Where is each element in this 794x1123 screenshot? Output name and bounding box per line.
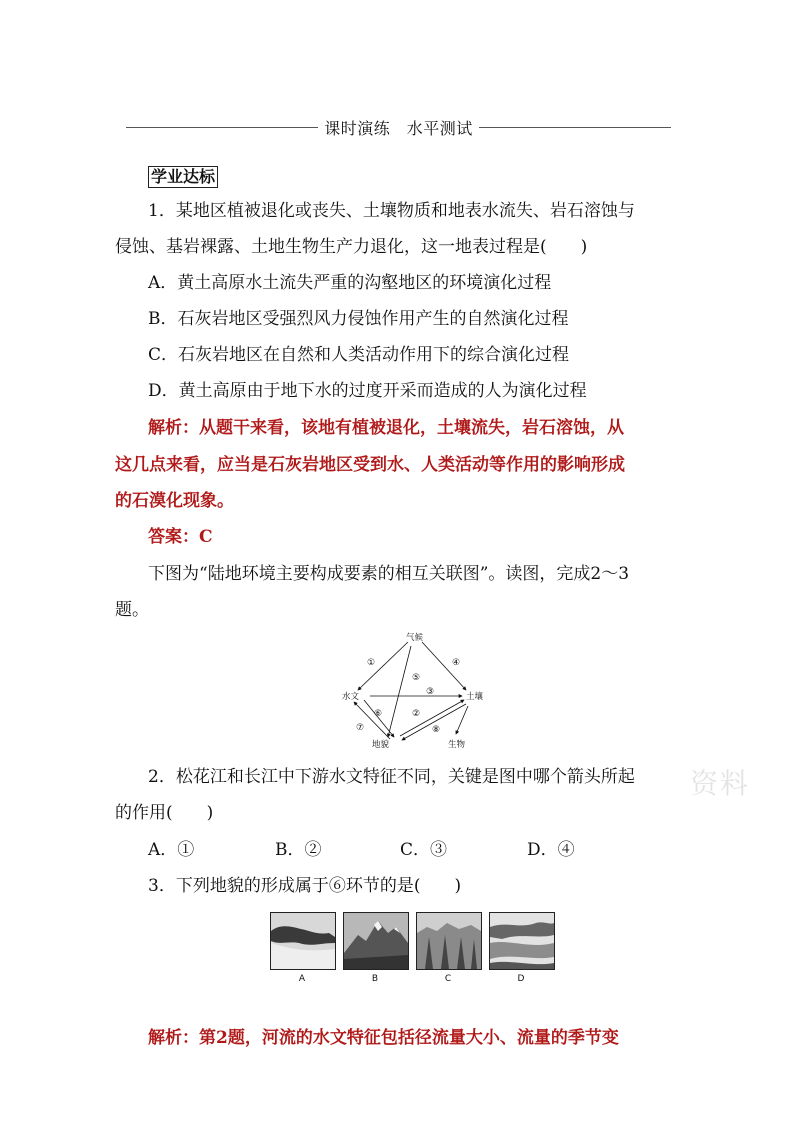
node-shuiwen: 水文 — [342, 692, 360, 702]
analysis-label: 解析： — [148, 418, 199, 438]
relation-diagram — [340, 630, 492, 750]
q1-analysis-line2: 这几点来看，应当是石灰岩地区受到水、人类活动等作用的影响形成 — [115, 455, 625, 475]
node-shengwu: 生物 — [448, 740, 466, 750]
q1-analysis-line1 — [148, 416, 624, 440]
arrow-8 — [456, 706, 468, 734]
label-2: ② — [412, 709, 421, 719]
q1-option-b: B．石灰岩地区受强烈风力侵蚀作用产生的自然演化过程 — [148, 309, 569, 329]
label-3: ③ — [426, 687, 435, 697]
arrow-5 — [388, 646, 411, 737]
q1-option-d: D．黄土高原由于地下水的过度开采而造成的人为演化过程 — [148, 381, 587, 401]
arrow-7 — [354, 702, 390, 739]
label-6: ⑥ — [374, 709, 383, 719]
intro-line2: 题。 — [115, 600, 149, 620]
arrow-1 — [358, 642, 408, 690]
q2-option-d: D．④ — [527, 840, 575, 860]
photo-d — [489, 912, 555, 970]
photo-a — [270, 912, 336, 970]
answer-label: 答案： — [148, 527, 199, 547]
q1-answer — [148, 525, 213, 549]
analysis-text: 从题干来看，该地有植被退化，土壤流失，岩石溶蚀，从 — [199, 418, 624, 438]
answer-value: C — [199, 527, 213, 547]
photo-label-c: C — [444, 974, 452, 984]
label-4: ④ — [452, 658, 461, 668]
label-8: ⑧ — [432, 725, 441, 735]
header-rule-right — [479, 127, 671, 128]
q2-option-b: B．② — [275, 840, 322, 860]
q2-stem-line2: 的作用( ) — [115, 803, 214, 823]
photo-label-d: D — [517, 974, 525, 984]
q2-option-a: A．① — [148, 840, 195, 860]
q3-stem: 3．下列地貌的形成属于⑥环节的是( ) — [148, 876, 462, 896]
q2-stem-line1: 2．松花江和长江中下游水文特征不同，关键是图中哪个箭头所起 — [148, 767, 635, 787]
photo-b — [343, 912, 409, 970]
label-1: ① — [367, 658, 376, 668]
photo-label-b: B — [371, 974, 379, 984]
node-dimao: 地貌 — [372, 740, 390, 750]
q1-option-c: C．石灰岩地区在自然和人类活动作用下的综合演化过程 — [148, 345, 570, 365]
page-header — [126, 116, 671, 138]
label-7: ⑦ — [356, 723, 365, 733]
q1-stem-line1: 1．某地区植被退化或丧失、土壤物质和地表水流失、岩石溶蚀与 — [148, 201, 635, 221]
watermark: 资料 — [690, 767, 751, 800]
header-rule-left — [126, 127, 318, 128]
label-5: ⑤ — [412, 673, 421, 683]
q1-option-a: A．黄土高原水土流失严重的沟壑地区的环境演化过程 — [148, 273, 552, 293]
landform-photos — [270, 912, 555, 987]
node-turang: 土壤 — [466, 692, 484, 702]
photo-label-a: A — [298, 974, 306, 984]
page-title: 课时演练 水平测试 — [324, 118, 473, 138]
analysis2-line — [148, 1026, 619, 1050]
photo-c — [416, 912, 482, 970]
analysis2-label: 解析： — [148, 1028, 199, 1048]
q1-stem-line2: 侵蚀、基岩裸露、土地生物生产力退化，这一地表过程是( ) — [115, 237, 588, 257]
q1-analysis-line3: 的石漠化现象。 — [115, 491, 234, 511]
analysis2-text: 第2题，河流的水文特征包括径流量大小、流量的季节变 — [199, 1028, 619, 1048]
intro-line1: 下图为“陆地环境主要构成要素的相互关联图”。读图，完成2～3 — [148, 564, 630, 584]
section-label: 学业达标 — [148, 166, 218, 188]
q2-option-c: C．③ — [400, 840, 448, 860]
node-qihou: 气候 — [406, 633, 424, 643]
